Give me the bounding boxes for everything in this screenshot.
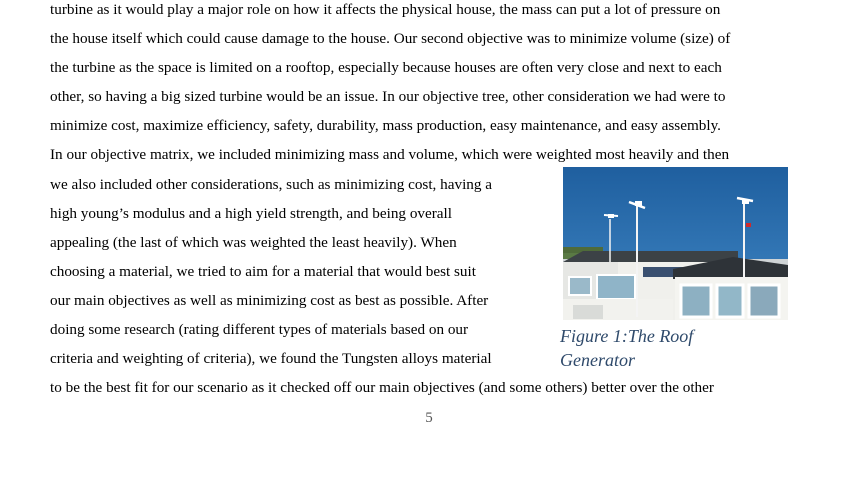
body-text-line: In our objective matrix, we included minimizing mass and volume, which were weighted most heavily and then bbox=[50, 146, 730, 163]
body-text-line: minimize cost, maximize efficiency, safety, durability, mass production, easy maintenance, and easy assembly. bbox=[50, 117, 721, 134]
roof-generator-photo bbox=[563, 167, 788, 320]
body-text-line: criteria and weighting of criteria), we found the Tungsten alloys material bbox=[50, 350, 492, 367]
body-text-line: to be the best fit for our scenario as it checked off our main objectives (and some others) better over the other bbox=[50, 379, 714, 396]
body-text-line: the house itself which could cause damage to the house. Our second objective was to minimize volume (size) of bbox=[50, 30, 731, 47]
body-text-line: the turbine as the space is limited on a rooftop, especially because houses are often very close and next to each bbox=[50, 59, 722, 76]
body-text-line: our main objectives as well as minimizing cost as best as possible. After bbox=[50, 292, 489, 309]
page-number: 5 bbox=[425, 410, 433, 426]
body-text-line: turbine as it would play a major role on how it affects the physical house, the mass can put a lot of pressure on bbox=[50, 1, 721, 18]
figure-caption-line-2: Generator bbox=[560, 350, 635, 370]
body-text-line: appealing (the last of which was weighted the least heavily). When bbox=[50, 234, 457, 251]
figure-caption-line-1: Figure 1:The Roof bbox=[560, 326, 694, 346]
body-text-line: other, so having a big sized turbine would be an issue. In our objective tree, other consideration we had were to bbox=[50, 88, 726, 105]
body-text-line: choosing a material, we tried to aim for a material that would best suit bbox=[50, 263, 476, 280]
body-text-line: high young’s modulus and a high yield strength, and being overall bbox=[50, 205, 452, 222]
body-text-line: doing some research (rating different types of materials based on our bbox=[50, 321, 469, 338]
body-text-line: we also included other considerations, such as minimizing cost, having a bbox=[50, 176, 493, 193]
